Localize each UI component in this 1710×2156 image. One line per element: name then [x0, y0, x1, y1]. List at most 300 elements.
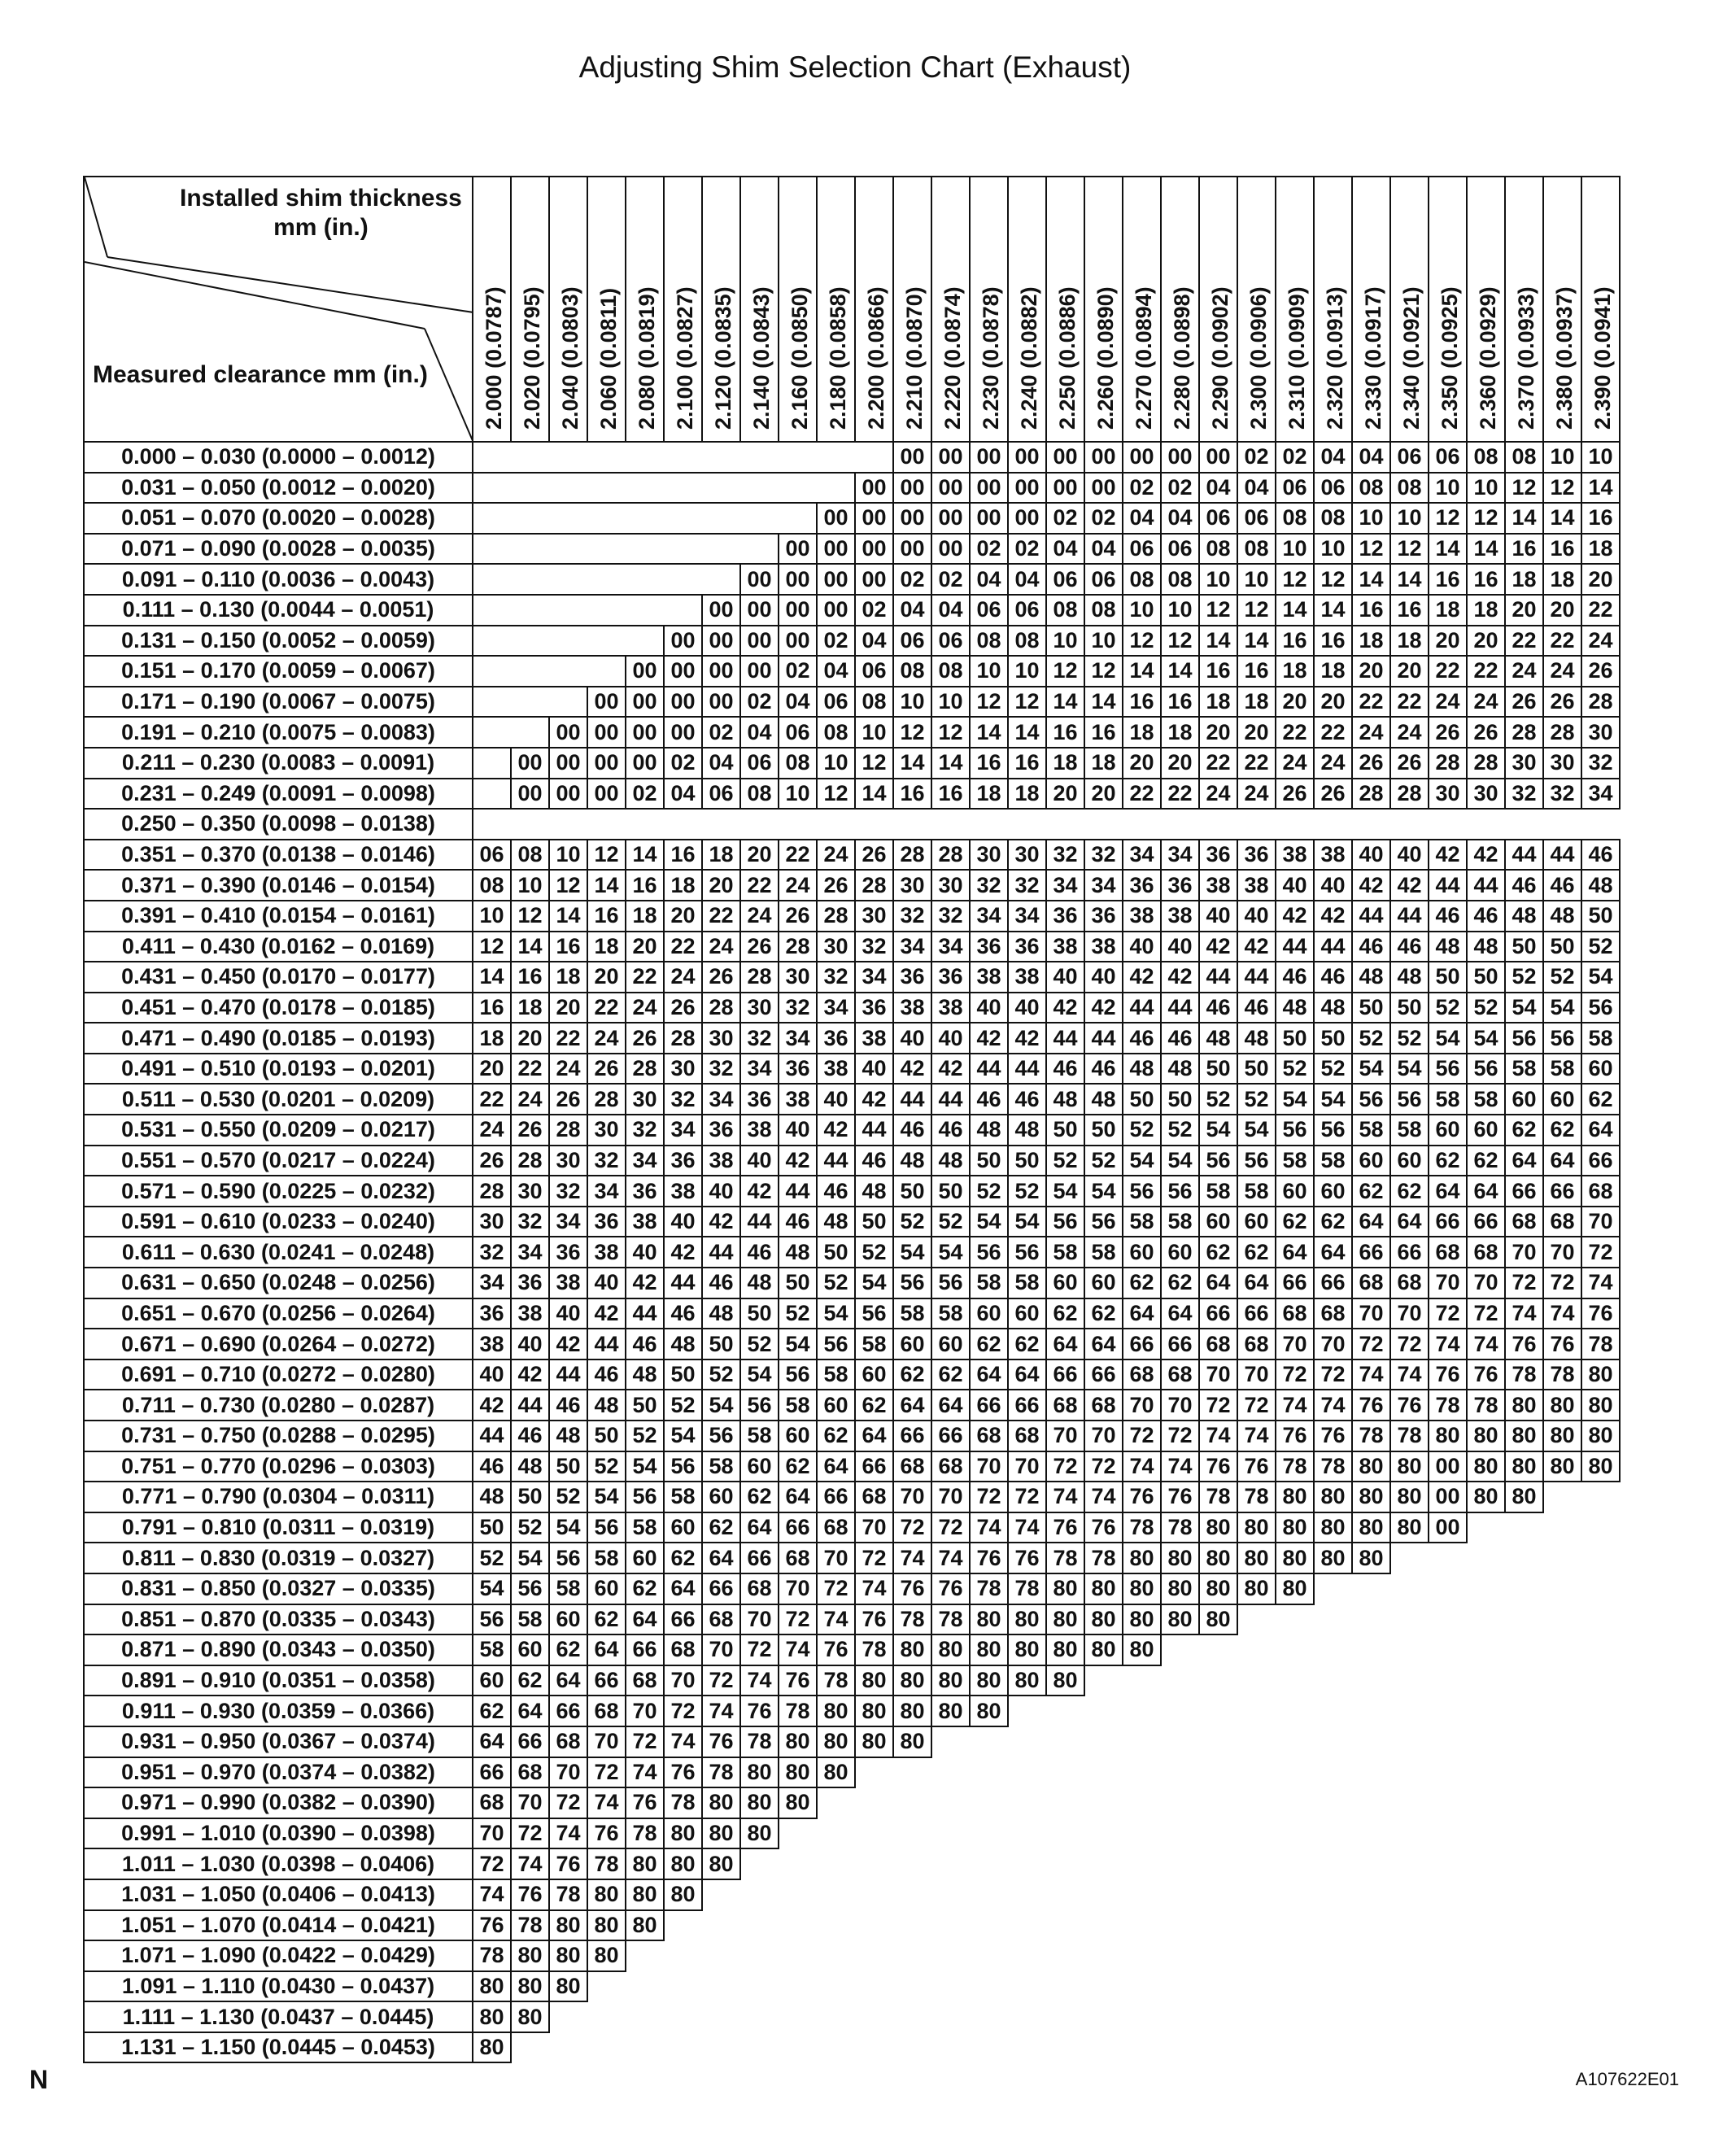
empty-cell: [1429, 809, 1467, 840]
shim-number-cell: 54: [1161, 1146, 1199, 1176]
shim-number-cell: 72: [779, 1604, 817, 1635]
shim-number-cell: 80: [1237, 1512, 1276, 1543]
empty-cell: [1543, 1634, 1581, 1665]
empty-cell: [893, 1757, 931, 1788]
empty-cell: [1046, 809, 1084, 840]
shim-number-cell: 36: [931, 962, 970, 993]
shim-number-cell: 44: [702, 1237, 740, 1268]
shim-number-cell: 62: [817, 1421, 855, 1451]
empty-cell: [1467, 1512, 1505, 1543]
shim-number-cell: 42: [626, 1268, 664, 1298]
empty-cell: [1123, 1971, 1161, 2002]
shim-number-cell: 04: [740, 717, 779, 748]
shim-number-cell: 36: [511, 1268, 549, 1298]
empty-cell: [1352, 2001, 1390, 2032]
shim-number-cell: 46: [1543, 870, 1581, 901]
shim-number-cell: 28: [1505, 717, 1543, 748]
clearance-range-label: 0.231 – 0.249 (0.0091 – 0.0098): [84, 779, 473, 810]
shim-number-cell: 30: [817, 932, 855, 962]
empty-cell: [1008, 1757, 1046, 1788]
shim-number-cell: 22: [664, 932, 702, 962]
shim-number-cell: 26: [1352, 748, 1390, 779]
shim-number-cell: 10: [1237, 564, 1276, 595]
shim-number-cell: 38: [626, 1207, 664, 1237]
shim-number-cell: 80: [893, 1726, 931, 1757]
table-row: [84, 1971, 1620, 2002]
shim-number-cell: 56: [1199, 1146, 1237, 1176]
shim-number-cell: 54: [931, 1237, 970, 1268]
shim-number-cell: 10: [817, 748, 855, 779]
shim-number-cell: 68: [511, 1757, 549, 1788]
shim-number-cell: 76: [855, 1604, 893, 1635]
clearance-range-label: 0.791 – 0.810 (0.0311 – 0.0319): [84, 1512, 473, 1543]
shim-number-cell: 32: [970, 870, 1008, 901]
shim-number-cell: 00: [626, 656, 664, 687]
shim-number-cell: 56: [1429, 1054, 1467, 1085]
shim-number-cell: 28: [511, 1146, 549, 1176]
column-header-label: 2.200 (0.0866): [864, 286, 888, 430]
shim-number-cell: 42: [1123, 962, 1161, 993]
empty-cell: [1314, 1940, 1352, 1971]
clearance-range-label: 0.111 – 0.130 (0.0044 – 0.0051): [84, 595, 473, 626]
shim-number-cell: 02: [702, 717, 740, 748]
empty-cell: [931, 1910, 970, 1941]
shim-number-cell: 68: [1237, 1329, 1276, 1360]
clearance-range-label: 0.411 – 0.430 (0.0162 – 0.0169): [84, 932, 473, 962]
table-row: [84, 1421, 1620, 1451]
shim-number-cell: 00: [1429, 1512, 1467, 1543]
column-header-label: 2.060 (0.0811): [596, 287, 621, 430]
empty-cell: [702, 1940, 740, 1971]
shim-number-cell: 28: [549, 1115, 587, 1146]
shim-number-cell: 58: [931, 1298, 970, 1329]
shim-number-cell: 50: [1505, 932, 1543, 962]
shim-number-cell: 64: [893, 1390, 931, 1421]
shim-number-cell: 10: [1543, 442, 1581, 473]
shim-number-cell: 76: [893, 1573, 931, 1604]
shim-number-cell: 18: [1008, 779, 1046, 810]
empty-cell: [587, 2032, 626, 2063]
empty-cell: [1352, 1971, 1390, 2002]
empty-cell: [1352, 1910, 1390, 1941]
empty-cell: [1505, 1787, 1543, 1818]
empty-cell: [1199, 1757, 1237, 1788]
empty-cell: [1581, 1543, 1620, 1573]
column-header-label: 2.080 (0.0819): [635, 286, 659, 430]
shim-number-cell: 70: [893, 1482, 931, 1512]
clearance-range-label: 0.591 – 0.610 (0.0233 – 0.0240): [84, 1207, 473, 1237]
empty-cell: [1581, 2001, 1620, 2032]
table-row: [84, 1604, 1620, 1635]
shim-number-cell: 74: [1314, 1390, 1352, 1421]
empty-cell: [1237, 1848, 1276, 1879]
shim-number-cell: 68: [1123, 1360, 1161, 1390]
shim-number-cell: 50: [931, 1176, 970, 1207]
shim-number-cell: 76: [1505, 1329, 1543, 1360]
empty-cell: [1505, 1757, 1543, 1788]
shim-number-cell: 48: [1390, 962, 1429, 993]
empty-cell: [1429, 1940, 1467, 1971]
shim-number-cell: 54: [1467, 1023, 1505, 1054]
shim-number-cell: 60: [1505, 1084, 1543, 1115]
empty-cell: [1581, 1940, 1620, 1971]
shim-number-cell: 70: [817, 1543, 855, 1573]
shim-number-cell: 02: [817, 626, 855, 657]
shim-number-cell: 26: [779, 901, 817, 932]
shim-number-cell: 46: [702, 1268, 740, 1298]
shim-number-cell: 80: [1046, 1573, 1084, 1604]
shim-number-cell: 62: [549, 1634, 587, 1665]
shim-number-cell: 20: [1199, 717, 1237, 748]
shim-number-cell: 42: [1046, 993, 1084, 1023]
shim-number-cell: 24: [549, 1054, 587, 1085]
shim-number-cell: 14: [1581, 473, 1620, 504]
empty-cell: [511, 809, 549, 840]
shim-number-cell: 30: [626, 1084, 664, 1115]
shim-number-cell: 56: [970, 1237, 1008, 1268]
empty-cell: [970, 1757, 1008, 1788]
empty-cell: [549, 442, 587, 473]
empty-cell: [1390, 2032, 1429, 2063]
shim-number-cell: 64: [1123, 1298, 1161, 1329]
shim-number-cell: 10: [1084, 626, 1123, 657]
shim-number-cell: 36: [1123, 870, 1161, 901]
empty-cell: [817, 809, 855, 840]
shim-number-cell: 56: [1581, 993, 1620, 1023]
shim-number-cell: 22: [1199, 748, 1237, 779]
empty-cell: [1581, 1696, 1620, 1726]
empty-cell: [740, 1940, 779, 1971]
empty-cell: [1390, 1573, 1429, 1604]
empty-cell: [511, 503, 549, 534]
table-row: [84, 932, 1620, 962]
shim-number-cell: 74: [1046, 1482, 1084, 1512]
shim-number-cell: 16: [1352, 595, 1390, 626]
shim-number-cell: 58: [1008, 1268, 1046, 1298]
shim-number-cell: 52: [1352, 1023, 1390, 1054]
shim-number-cell: 48: [1505, 901, 1543, 932]
shim-number-cell: 80: [931, 1665, 970, 1696]
clearance-range-label: 0.031 – 0.050 (0.0012 – 0.0020): [84, 473, 473, 504]
shim-number-cell: 36: [1199, 840, 1237, 871]
empty-cell: [1161, 2001, 1199, 2032]
shim-number-cell: 80: [1390, 1512, 1429, 1543]
empty-cell: [1008, 1696, 1046, 1726]
shim-number-cell: 66: [817, 1482, 855, 1512]
shim-number-cell: 26: [1314, 779, 1352, 810]
shim-number-cell: 70: [1581, 1207, 1620, 1237]
empty-cell: [1543, 2001, 1581, 2032]
empty-cell: [1543, 1696, 1581, 1726]
shim-number-cell: 50: [1314, 1023, 1352, 1054]
empty-cell: [1429, 1910, 1467, 1941]
shim-number-cell: 78: [626, 1818, 664, 1849]
shim-number-cell: 00: [817, 534, 855, 565]
shim-number-cell: 16: [587, 901, 626, 932]
shim-number-cell: 18: [511, 993, 549, 1023]
column-header: [511, 177, 549, 442]
shim-number-cell: 06: [1161, 534, 1199, 565]
empty-cell: [1046, 1696, 1084, 1726]
shim-number-cell: 66: [1543, 1176, 1581, 1207]
empty-cell: [970, 1940, 1008, 1971]
shim-number-cell: 72: [626, 1726, 664, 1757]
shim-number-cell: 30: [1467, 779, 1505, 810]
shim-number-cell: 68: [1467, 1237, 1505, 1268]
empty-cell: [893, 1879, 931, 1910]
empty-cell: [549, 687, 587, 718]
shim-number-cell: 30: [855, 901, 893, 932]
shim-number-cell: 00: [740, 626, 779, 657]
shim-number-cell: 02: [1161, 473, 1199, 504]
shim-number-cell: 22: [549, 1023, 587, 1054]
shim-number-cell: 44: [1237, 962, 1276, 993]
shim-number-cell: 50: [1352, 993, 1390, 1023]
empty-cell: [1161, 1848, 1199, 1879]
empty-cell: [779, 1940, 817, 1971]
empty-cell: [1161, 1940, 1199, 1971]
shim-number-cell: 28: [473, 1176, 511, 1207]
empty-cell: [587, 534, 626, 565]
empty-cell: [1429, 1848, 1467, 1879]
empty-cell: [1123, 2001, 1161, 2032]
clearance-range-label: 1.031 – 1.050 (0.0406 – 0.0413): [84, 1879, 473, 1910]
shim-number-cell: 04: [1046, 534, 1084, 565]
shim-number-cell: 40: [626, 1237, 664, 1268]
shim-number-cell: 56: [1314, 1115, 1352, 1146]
clearance-range-label: 0.771 – 0.790 (0.0304 – 0.0311): [84, 1482, 473, 1512]
shim-number-cell: 44: [970, 1054, 1008, 1085]
empty-cell: [970, 2001, 1008, 2032]
empty-cell: [1352, 1634, 1390, 1665]
shim-number-cell: 78: [817, 1665, 855, 1696]
shim-number-cell: 62: [587, 1604, 626, 1635]
table-row: [84, 1543, 1620, 1573]
empty-cell: [702, 564, 740, 595]
shim-number-cell: 12: [1390, 534, 1429, 565]
shim-number-cell: 38: [1084, 932, 1123, 962]
empty-cell: [1237, 1971, 1276, 2002]
empty-cell: [855, 1940, 893, 1971]
shim-number-cell: 18: [970, 779, 1008, 810]
shim-number-cell: 80: [779, 1787, 817, 1818]
shim-number-cell: 76: [817, 1634, 855, 1665]
empty-cell: [1161, 1634, 1199, 1665]
empty-cell: [1123, 1910, 1161, 1941]
empty-cell: [1314, 1818, 1352, 1849]
shim-number-cell: 80: [931, 1696, 970, 1726]
shim-number-cell: 44: [511, 1390, 549, 1421]
empty-cell: [1429, 2001, 1467, 2032]
shim-number-cell: 80: [549, 1940, 587, 1971]
shim-number-cell: 18: [1467, 595, 1505, 626]
shim-number-cell: 72: [817, 1573, 855, 1604]
shim-number-cell: 18: [1314, 656, 1352, 687]
shim-number-cell: 26: [626, 1023, 664, 1054]
shim-number-cell: 38: [587, 1237, 626, 1268]
empty-cell: [626, 2001, 664, 2032]
shim-number-cell: 80: [1581, 1390, 1620, 1421]
column-header: [855, 177, 893, 442]
shim-number-cell: 38: [1046, 932, 1084, 962]
shim-number-cell: 62: [1084, 1298, 1123, 1329]
shim-number-cell: 40: [1123, 932, 1161, 962]
shim-number-cell: 48: [1581, 870, 1620, 901]
shim-number-cell: 24: [626, 993, 664, 1023]
shim-number-cell: 10: [1046, 626, 1084, 657]
shim-number-cell: 32: [1505, 779, 1543, 810]
shim-number-cell: 36: [855, 993, 893, 1023]
shim-number-cell: 70: [1237, 1360, 1276, 1390]
shim-number-cell: 00: [931, 442, 970, 473]
shim-number-cell: 52: [1199, 1084, 1237, 1115]
empty-cell: [931, 2001, 970, 2032]
shim-number-cell: 14: [626, 840, 664, 871]
shim-number-cell: 20: [1581, 564, 1620, 595]
shim-number-cell: 62: [1237, 1237, 1276, 1268]
shim-number-cell: 80: [1543, 1421, 1581, 1451]
shim-number-cell: 18: [587, 932, 626, 962]
column-header-label: 2.370 (0.0933): [1514, 286, 1538, 430]
shim-number-cell: 08: [740, 779, 779, 810]
empty-cell: [1276, 1726, 1314, 1757]
shim-number-cell: 72: [1505, 1268, 1543, 1298]
shim-number-cell: 06: [740, 748, 779, 779]
shim-number-cell: 66: [1429, 1207, 1467, 1237]
column-header-label: 2.160 (0.0850): [787, 286, 812, 430]
shim-number-cell: 52: [1429, 993, 1467, 1023]
shim-number-cell: 62: [1161, 1268, 1199, 1298]
shim-number-cell: 40: [855, 1054, 893, 1085]
empty-cell: [1543, 2032, 1581, 2063]
shim-number-cell: 24: [702, 932, 740, 962]
empty-cell: [855, 1818, 893, 1849]
shim-number-cell: 80: [1161, 1604, 1199, 1635]
shim-number-cell: 10: [970, 656, 1008, 687]
shim-number-cell: 04: [779, 687, 817, 718]
empty-cell: [1123, 2032, 1161, 2063]
empty-cell: [1390, 1940, 1429, 1971]
shim-number-cell: 80: [1084, 1604, 1123, 1635]
shim-number-cell: 18: [1429, 595, 1467, 626]
column-header-label: 2.140 (0.0843): [749, 286, 774, 430]
shim-number-cell: 14: [1084, 687, 1123, 718]
empty-cell: [1543, 1604, 1581, 1635]
shim-number-cell: 50: [1276, 1023, 1314, 1054]
clearance-range-label: 0.871 – 0.890 (0.0343 – 0.0350): [84, 1634, 473, 1665]
empty-cell: [1314, 1879, 1352, 1910]
shim-number-cell: 46: [1046, 1054, 1084, 1085]
shim-number-cell: 42: [1467, 840, 1505, 871]
shim-number-cell: 70: [473, 1818, 511, 1849]
shim-number-cell: 54: [1276, 1084, 1314, 1115]
column-header-label: 2.230 (0.0878): [979, 286, 1003, 430]
empty-cell: [931, 1879, 970, 1910]
shim-number-cell: 80: [1046, 1604, 1084, 1635]
shim-number-cell: 74: [664, 1726, 702, 1757]
shim-number-cell: 56: [893, 1268, 931, 1298]
shim-number-cell: 22: [626, 962, 664, 993]
table-row: [84, 962, 1620, 993]
shim-number-cell: 06: [779, 717, 817, 748]
shim-number-cell: 08: [1008, 626, 1046, 657]
shim-number-cell: 46: [1161, 1023, 1199, 1054]
column-header: [970, 177, 1008, 442]
shim-number-cell: 42: [1429, 840, 1467, 871]
empty-cell: [1314, 1696, 1352, 1726]
shim-number-cell: 14: [511, 932, 549, 962]
shim-number-cell: 64: [1429, 1176, 1467, 1207]
shim-number-cell: 62: [1390, 1176, 1429, 1207]
shim-number-cell: 68: [1084, 1390, 1123, 1421]
empty-cell: [1123, 809, 1161, 840]
empty-cell: [473, 473, 511, 504]
empty-cell: [1429, 2032, 1467, 2063]
shim-number-cell: 02: [970, 534, 1008, 565]
shim-number-cell: 52: [931, 1207, 970, 1237]
clearance-range-label: 0.371 – 0.390 (0.0146 – 0.0154): [84, 870, 473, 901]
shim-number-cell: 56: [1390, 1084, 1429, 1115]
shim-number-cell: 12: [587, 840, 626, 871]
table-row: [84, 993, 1620, 1023]
shim-number-cell: 66: [1123, 1329, 1161, 1360]
shim-number-cell: 56: [511, 1573, 549, 1604]
empty-cell: [817, 1787, 855, 1818]
shim-number-cell: 52: [1237, 1084, 1276, 1115]
empty-cell: [1314, 1910, 1352, 1941]
shim-number-cell: 60: [1008, 1298, 1046, 1329]
shim-number-cell: 80: [1008, 1604, 1046, 1635]
clearance-range-label: 0.091 – 0.110 (0.0036 – 0.0043): [84, 564, 473, 595]
empty-cell: [473, 595, 511, 626]
shim-number-cell: 08: [779, 748, 817, 779]
shim-number-cell: 48: [549, 1421, 587, 1451]
shim-number-cell: 38: [1008, 962, 1046, 993]
shim-number-cell: 48: [702, 1298, 740, 1329]
shim-number-cell: 76: [740, 1696, 779, 1726]
shim-number-cell: 74: [1429, 1329, 1467, 1360]
empty-cell: [779, 2032, 817, 2063]
shim-number-cell: 74: [893, 1543, 931, 1573]
shim-number-cell: 00: [702, 687, 740, 718]
shim-number-cell: 28: [1390, 779, 1429, 810]
empty-cell: [1199, 2032, 1237, 2063]
shim-number-cell: 68: [931, 1451, 970, 1482]
shim-number-cell: 20: [740, 840, 779, 871]
clearance-range-label: 0.491 – 0.510 (0.0193 – 0.0201): [84, 1054, 473, 1085]
empty-cell: [1581, 1482, 1620, 1512]
column-header: [1123, 177, 1161, 442]
clearance-range-label: 0.551 – 0.570 (0.0217 – 0.0224): [84, 1146, 473, 1176]
shim-number-cell: 80: [1581, 1360, 1620, 1390]
shim-number-cell: 80: [1199, 1604, 1237, 1635]
empty-cell: [473, 717, 511, 748]
shim-number-cell: 72: [473, 1848, 511, 1879]
column-header-label: 2.210 (0.0870): [902, 286, 927, 430]
column-header-label: 2.290 (0.0902): [1208, 286, 1232, 430]
clearance-range-label: 0.931 – 0.950 (0.0367 – 0.0374): [84, 1726, 473, 1757]
table-row: [84, 717, 1620, 748]
column-header: [893, 177, 931, 442]
shim-number-cell: 34: [779, 1023, 817, 1054]
shim-number-cell: 68: [1543, 1207, 1581, 1237]
empty-cell: [1543, 1879, 1581, 1910]
shim-number-cell: 18: [1046, 748, 1084, 779]
shim-number-cell: 54: [855, 1268, 893, 1298]
shim-number-cell: 04: [1008, 564, 1046, 595]
shim-number-cell: 64: [1084, 1329, 1123, 1360]
column-header: [1467, 177, 1505, 442]
